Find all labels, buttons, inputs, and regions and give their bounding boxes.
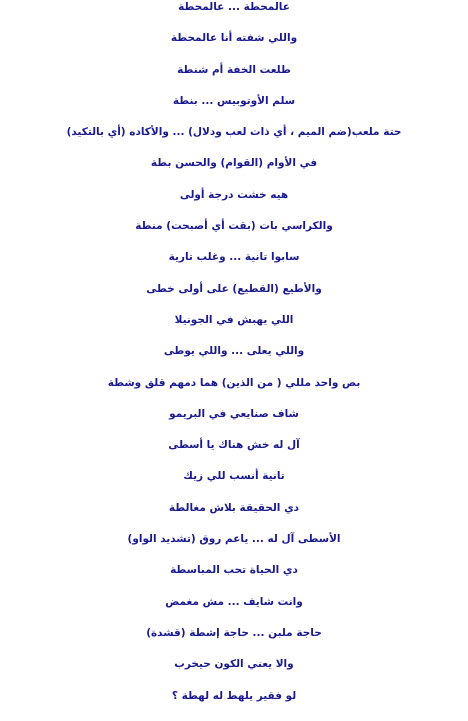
- verse-line: طلعت الخفة أم شنطة: [177, 63, 291, 76]
- verse-line: والا يعني الكون حيخرب: [174, 658, 294, 671]
- verse-line: حاجة ملبن ... حاجة إشطة (قشدة): [146, 626, 322, 639]
- verse-line: حتة ملعب(ضم الميم ، أي ذات لعب ودلال) ... والأكاده (أي بالتكيد): [66, 126, 402, 139]
- verse-line: الأسطى آل له ... ياعم روق (تشديد الواو): [127, 533, 341, 546]
- verse-line: واللي شفته أنا عالمحطة: [170, 32, 298, 45]
- verse-line: سابوا تانية ... وغلب تارية: [168, 251, 300, 264]
- verse-line: سلم الأوتوبيس ... بنطة: [172, 94, 296, 107]
- verse-line: والأطيع (القطيع) على أولى خطى: [146, 282, 322, 295]
- verse-line: بص واحد مللي ( من الذين) هما دمهم قلق وشطة: [107, 376, 361, 389]
- verse-line: وانت شايف ... مش مغمض: [165, 595, 303, 608]
- verse-line: اللي يهبش في الجونيلا: [174, 313, 294, 326]
- verse-line: عالمحطة ... عالمحطة: [178, 1, 290, 13]
- verse-line: واللي يعلى ... واللي يوطى: [163, 345, 305, 358]
- verse-line: والكراسي بات (بقت أي أصبحت) منطة: [135, 220, 333, 233]
- verse-line: آل له خش هناك يا أسطى: [168, 439, 300, 452]
- verse-line: شاف صنايعي في البريمو: [169, 407, 299, 420]
- verse-line: لو فقير يلهط له لهطة ؟: [171, 689, 297, 702]
- verse-line: تانية أنسب للي زيك: [183, 470, 285, 483]
- verse-line: في الأوام (القوام) والحسن بطة: [150, 157, 318, 170]
- verse-line: دي الحياة تحب المباسطة: [170, 564, 298, 577]
- verse-line: دي الحقيقة بلاش مغالطة: [168, 501, 300, 514]
- verse-line: هيه خشت درجة أولى: [179, 188, 289, 201]
